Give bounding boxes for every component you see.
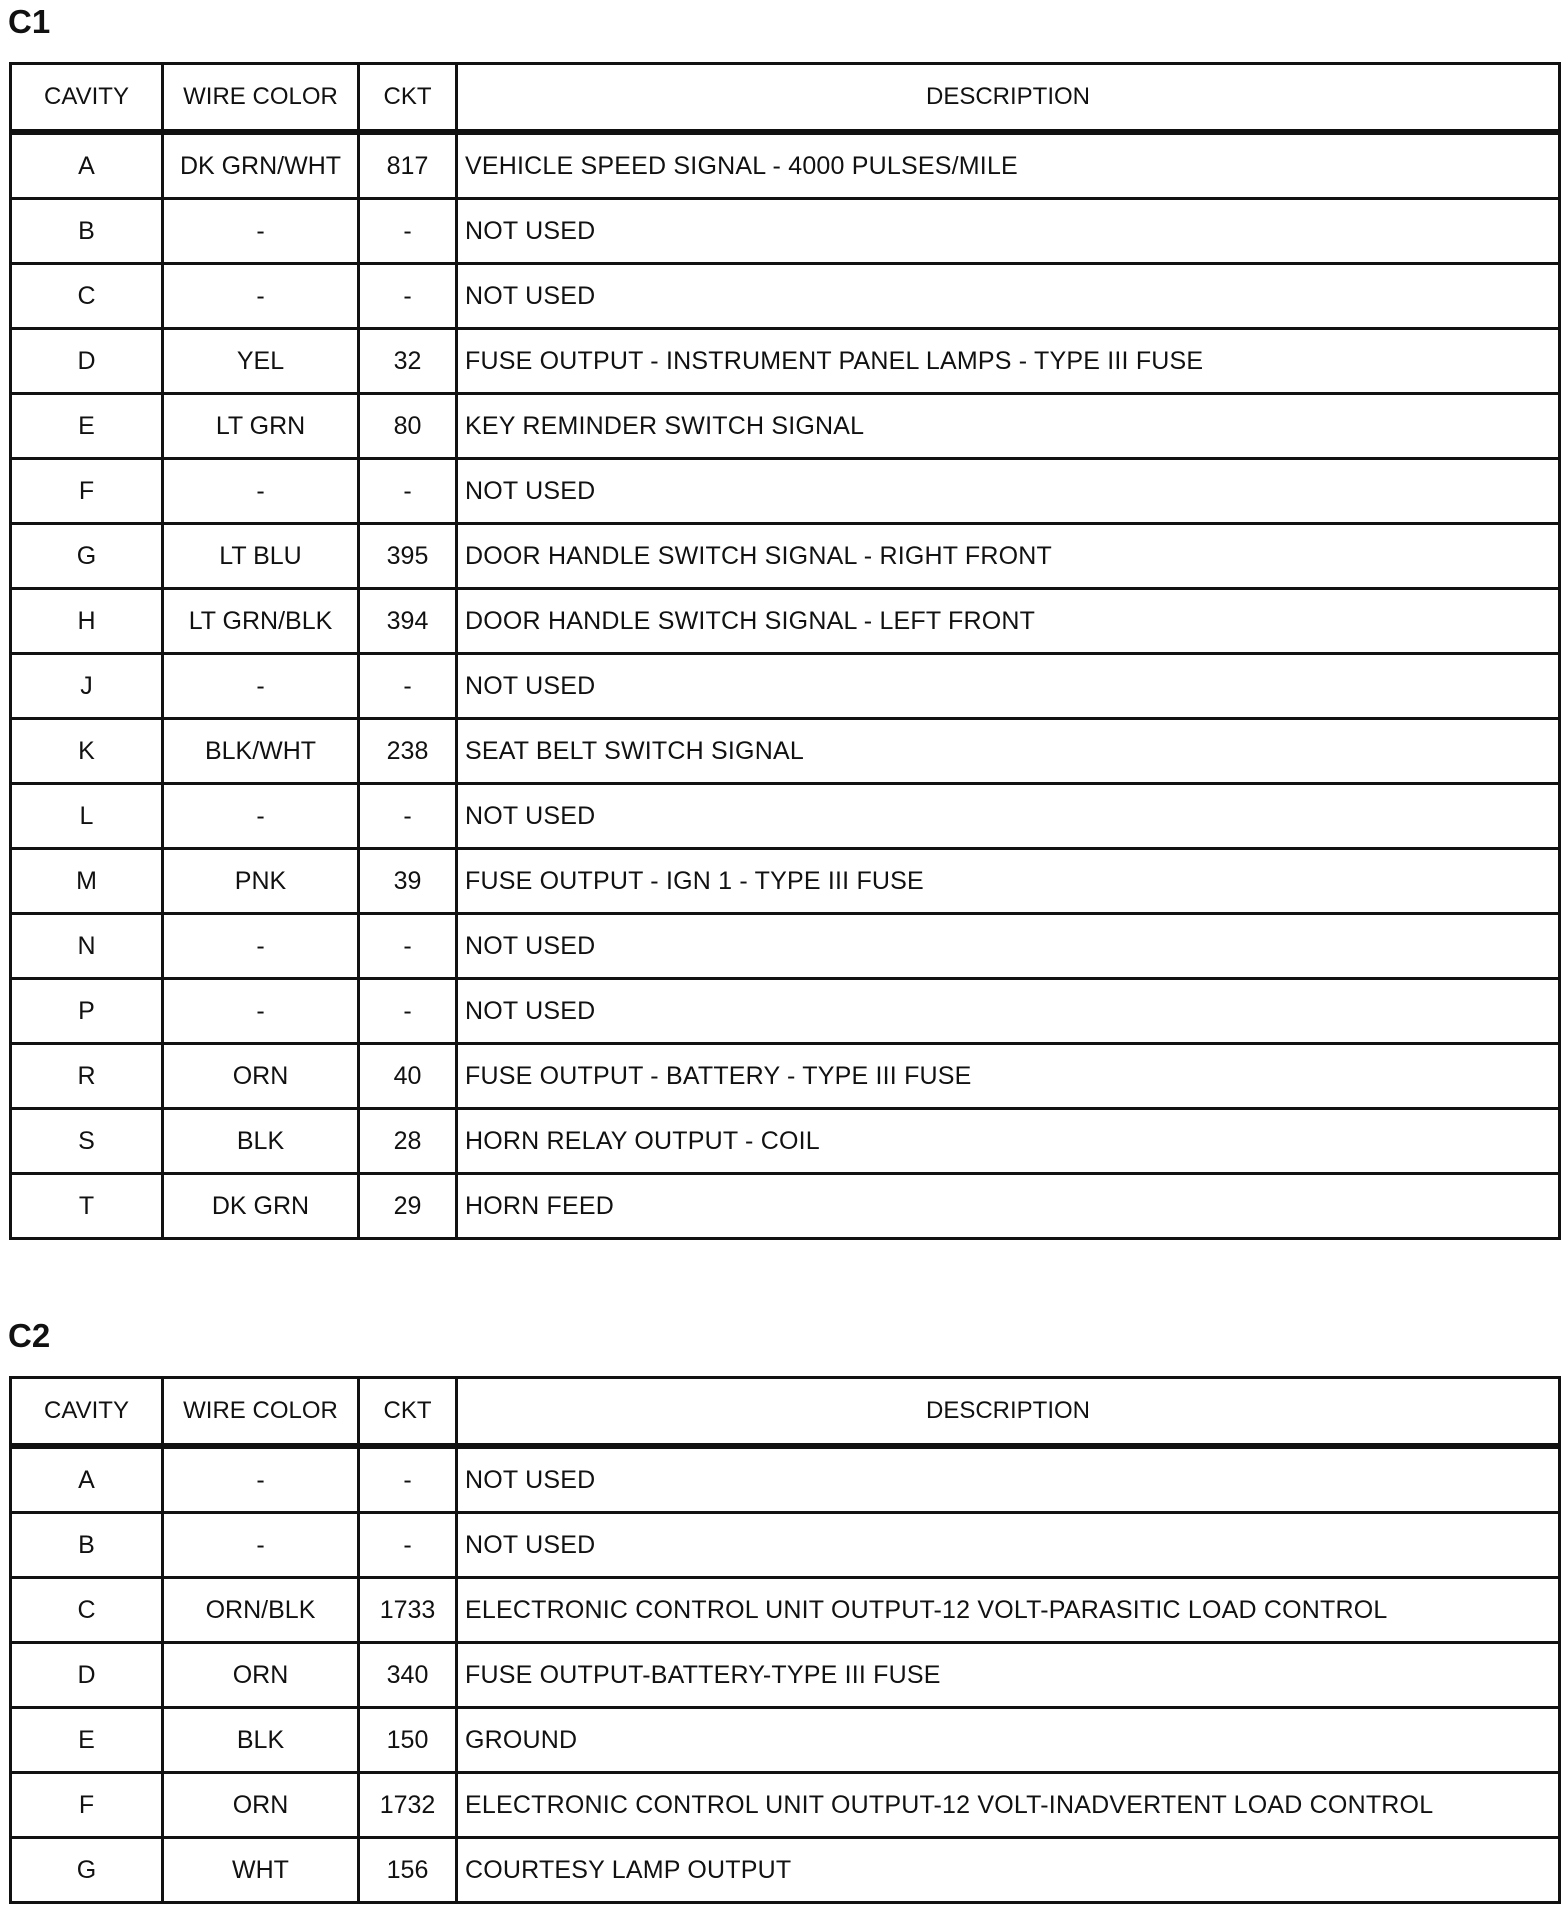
description-cell: HORN RELAY OUTPUT - COIL bbox=[457, 1109, 1560, 1174]
cavity-header: CAVITY bbox=[11, 1378, 163, 1447]
description-cell: NOT USED bbox=[457, 199, 1560, 264]
table-row bbox=[11, 654, 1560, 719]
ckt-cell: 40 bbox=[359, 1044, 457, 1109]
wire-color-cell: WHT bbox=[163, 1838, 359, 1903]
ckt-cell: 28 bbox=[359, 1109, 457, 1174]
ckt-cell: 395 bbox=[359, 524, 457, 589]
cavity-cell: N bbox=[11, 914, 163, 979]
cavity-cell: S bbox=[11, 1109, 163, 1174]
cavity-cell: E bbox=[11, 394, 163, 459]
wire-color-cell: PNK bbox=[163, 849, 359, 914]
ckt-cell: - bbox=[359, 979, 457, 1044]
wire-color-cell: YEL bbox=[163, 329, 359, 394]
cavity-cell: L bbox=[11, 784, 163, 849]
cavity-cell: D bbox=[11, 1643, 163, 1708]
wire-color-cell: DK GRN bbox=[163, 1174, 359, 1239]
wire-color-cell: BLK/WHT bbox=[163, 719, 359, 784]
wire-color-cell: - bbox=[163, 979, 359, 1044]
cavity-cell: F bbox=[11, 459, 163, 524]
table-row bbox=[11, 329, 1560, 394]
cavity-cell: B bbox=[11, 199, 163, 264]
description-cell: ELECTRONIC CONTROL UNIT OUTPUT-12 VOLT-INADVERTENT LOAD CONTROL bbox=[457, 1773, 1560, 1838]
ckt-cell: 39 bbox=[359, 849, 457, 914]
description-cell: NOT USED bbox=[457, 784, 1560, 849]
ckt-cell: - bbox=[359, 1446, 457, 1513]
wire-color-cell: - bbox=[163, 914, 359, 979]
cavity-cell: T bbox=[11, 1174, 163, 1239]
table-header-row bbox=[11, 1378, 1560, 1447]
description-cell: NOT USED bbox=[457, 914, 1560, 979]
wire-color-cell: LT GRN bbox=[163, 394, 359, 459]
ckt-cell: - bbox=[359, 199, 457, 264]
table-row bbox=[11, 1044, 1560, 1109]
wire-color-cell: ORN bbox=[163, 1643, 359, 1708]
ckt-header: CKT bbox=[359, 1378, 457, 1447]
description-cell: NOT USED bbox=[457, 1513, 1560, 1578]
table-row bbox=[11, 132, 1560, 199]
c2-connector-table bbox=[9, 1376, 1561, 1904]
wire-color-cell: ORN bbox=[163, 1773, 359, 1838]
table-row bbox=[11, 1773, 1560, 1838]
cavity-cell: E bbox=[11, 1708, 163, 1773]
description-header: DESCRIPTION bbox=[457, 1378, 1560, 1447]
ckt-cell: 394 bbox=[359, 589, 457, 654]
wire-color-cell: BLK bbox=[163, 1708, 359, 1773]
ckt-cell: 156 bbox=[359, 1838, 457, 1903]
wire-color-header: WIRE COLOR bbox=[163, 1378, 359, 1447]
table-row bbox=[11, 1708, 1560, 1773]
wire-color-cell: - bbox=[163, 459, 359, 524]
table-row bbox=[11, 1109, 1560, 1174]
ckt-cell: - bbox=[359, 264, 457, 329]
cavity-cell: M bbox=[11, 849, 163, 914]
description-cell: DOOR HANDLE SWITCH SIGNAL - LEFT FRONT bbox=[457, 589, 1560, 654]
table-row bbox=[11, 784, 1560, 849]
cavity-cell: H bbox=[11, 589, 163, 654]
table-row bbox=[11, 1838, 1560, 1903]
wire-color-cell: LT BLU bbox=[163, 524, 359, 589]
table-row bbox=[11, 979, 1560, 1044]
description-header: DESCRIPTION bbox=[457, 64, 1560, 133]
description-cell: NOT USED bbox=[457, 1446, 1560, 1513]
ckt-cell: - bbox=[359, 1513, 457, 1578]
cavity-cell: G bbox=[11, 1838, 163, 1903]
description-cell: ELECTRONIC CONTROL UNIT OUTPUT-12 VOLT-PARASITIC LOAD CONTROL bbox=[457, 1578, 1560, 1643]
ckt-header: CKT bbox=[359, 64, 457, 133]
wire-color-cell: DK GRN/WHT bbox=[163, 132, 359, 199]
ckt-cell: 1732 bbox=[359, 1773, 457, 1838]
cavity-cell: A bbox=[11, 132, 163, 199]
table-row bbox=[11, 1513, 1560, 1578]
cavity-cell: P bbox=[11, 979, 163, 1044]
c1-section-title: C1 bbox=[8, 3, 51, 40]
cavity-cell: F bbox=[11, 1773, 163, 1838]
table-row bbox=[11, 1446, 1560, 1513]
wire-color-cell: - bbox=[163, 1446, 359, 1513]
description-cell: COURTESY LAMP OUTPUT bbox=[457, 1838, 1560, 1903]
cavity-cell: B bbox=[11, 1513, 163, 1578]
table-row bbox=[11, 1643, 1560, 1708]
table-header-row bbox=[11, 64, 1560, 133]
wire-color-cell: - bbox=[163, 784, 359, 849]
c1-connector-table bbox=[9, 62, 1561, 1240]
description-cell: SEAT BELT SWITCH SIGNAL bbox=[457, 719, 1560, 784]
ckt-cell: 150 bbox=[359, 1708, 457, 1773]
table-row bbox=[11, 264, 1560, 329]
description-cell: FUSE OUTPUT - INSTRUMENT PANEL LAMPS - TYPE III FUSE bbox=[457, 329, 1560, 394]
ckt-cell: 817 bbox=[359, 132, 457, 199]
table-row bbox=[11, 199, 1560, 264]
cavity-cell: J bbox=[11, 654, 163, 719]
ckt-cell: - bbox=[359, 654, 457, 719]
table-row bbox=[11, 1174, 1560, 1239]
ckt-cell: - bbox=[359, 459, 457, 524]
wire-color-header: WIRE COLOR bbox=[163, 64, 359, 133]
ckt-cell: - bbox=[359, 914, 457, 979]
cavity-cell: D bbox=[11, 329, 163, 394]
table-row bbox=[11, 914, 1560, 979]
description-cell: FUSE OUTPUT-BATTERY-TYPE III FUSE bbox=[457, 1643, 1560, 1708]
table-row bbox=[11, 719, 1560, 784]
table-row bbox=[11, 849, 1560, 914]
wire-color-cell: - bbox=[163, 1513, 359, 1578]
wire-color-cell: BLK bbox=[163, 1109, 359, 1174]
c2-section-title: C2 bbox=[8, 1317, 51, 1354]
cavity-cell: K bbox=[11, 719, 163, 784]
cavity-cell: A bbox=[11, 1446, 163, 1513]
cavity-header: CAVITY bbox=[11, 64, 163, 133]
ckt-cell: 32 bbox=[359, 329, 457, 394]
description-cell: NOT USED bbox=[457, 979, 1560, 1044]
description-cell: VEHICLE SPEED SIGNAL - 4000 PULSES/MILE bbox=[457, 132, 1560, 199]
wire-color-cell: ORN bbox=[163, 1044, 359, 1109]
ckt-cell: - bbox=[359, 784, 457, 849]
table-row bbox=[11, 589, 1560, 654]
table-row bbox=[11, 524, 1560, 589]
ckt-cell: 238 bbox=[359, 719, 457, 784]
description-cell: DOOR HANDLE SWITCH SIGNAL - RIGHT FRONT bbox=[457, 524, 1560, 589]
description-cell: FUSE OUTPUT - IGN 1 - TYPE III FUSE bbox=[457, 849, 1560, 914]
cavity-cell: G bbox=[11, 524, 163, 589]
table-row bbox=[11, 1578, 1560, 1643]
cavity-cell: C bbox=[11, 1578, 163, 1643]
wire-color-cell: LT GRN/BLK bbox=[163, 589, 359, 654]
description-cell: HORN FEED bbox=[457, 1174, 1560, 1239]
wire-color-cell: - bbox=[163, 654, 359, 719]
wire-color-cell: - bbox=[163, 264, 359, 329]
description-cell: NOT USED bbox=[457, 459, 1560, 524]
ckt-cell: 29 bbox=[359, 1174, 457, 1239]
description-cell: NOT USED bbox=[457, 654, 1560, 719]
cavity-cell: C bbox=[11, 264, 163, 329]
description-cell: GROUND bbox=[457, 1708, 1560, 1773]
ckt-cell: 1733 bbox=[359, 1578, 457, 1643]
ckt-cell: 80 bbox=[359, 394, 457, 459]
table-row bbox=[11, 394, 1560, 459]
ckt-cell: 340 bbox=[359, 1643, 457, 1708]
description-cell: KEY REMINDER SWITCH SIGNAL bbox=[457, 394, 1560, 459]
wire-color-cell: ORN/BLK bbox=[163, 1578, 359, 1643]
table-row bbox=[11, 459, 1560, 524]
description-cell: FUSE OUTPUT - BATTERY - TYPE III FUSE bbox=[457, 1044, 1560, 1109]
cavity-cell: R bbox=[11, 1044, 163, 1109]
wire-color-cell: - bbox=[163, 199, 359, 264]
description-cell: NOT USED bbox=[457, 264, 1560, 329]
